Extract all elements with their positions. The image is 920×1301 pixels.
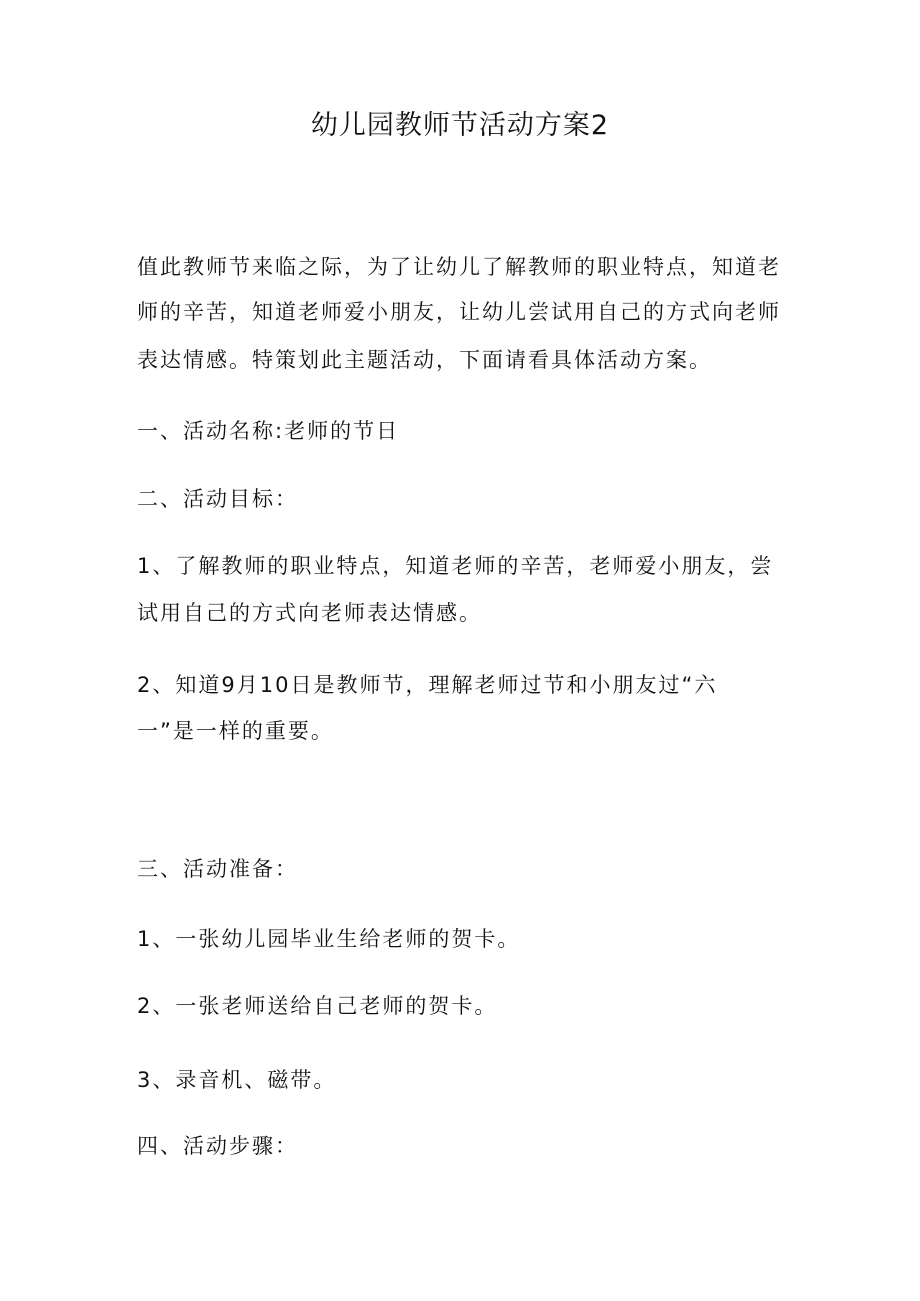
section-1-heading: 一、活动名称:老师的节日	[137, 419, 400, 443]
section-3-heading: 三、活动准备：	[137, 857, 298, 881]
document-title: 幼儿园教师节活动方案2	[310, 110, 610, 141]
intro-line-1: 值此教师节来临之际，为了让幼儿了解教师的职业特点，知道老	[137, 255, 781, 279]
goal-2-line-2: 一”是一样的重要。	[137, 719, 334, 743]
goal-2-line-1: 2、知道9月10日是教师节，理解老师过节和小朋友过“六	[137, 673, 718, 697]
prep-item-1: 1、一张幼儿园毕业生给老师的贺卡。	[137, 927, 521, 951]
section-2-heading: 二、活动目标：	[137, 487, 298, 511]
goal-1-line-1: 1、了解教师的职业特点，知道老师的辛苦，老师爱小朋友，尝	[137, 554, 774, 578]
goal-1-line-2: 试用自己的方式向老师表达情感。	[137, 601, 482, 625]
prep-item-3: 3、录音机、磁带。	[137, 1068, 337, 1092]
section-4-heading: 四、活动步骤：	[137, 1134, 298, 1158]
prep-item-2: 2、一张老师送给自己老师的贺卡。	[137, 994, 498, 1018]
intro-line-2: 师的辛苦，知道老师爱小朋友，让幼儿尝试用自己的方式向老师	[137, 300, 781, 324]
intro-line-3: 表达情感。特策划此主题活动，下面请看具体活动方案。	[137, 348, 712, 372]
